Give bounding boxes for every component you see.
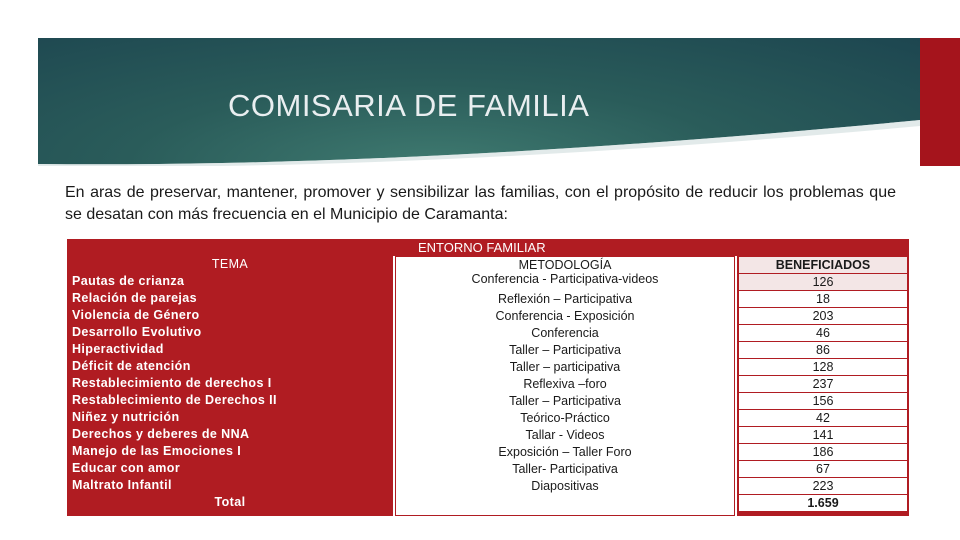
table-row-tema	[67, 392, 393, 409]
table-row-beneficiados: 42	[739, 410, 907, 426]
table-row-beneficiados: 18	[739, 291, 907, 307]
beneficiados-header: BENEFICIADOS	[739, 257, 907, 273]
table-row-metodologia-text: Taller – participativa	[509, 360, 621, 374]
group-header-label: ENTORNO FAMILIAR	[418, 240, 546, 255]
table-row-tema-text: Pautas de crianza	[72, 274, 185, 288]
table-row-beneficiados: 86	[739, 342, 907, 358]
table-row-tema-text: Déficit de atención	[72, 359, 191, 373]
table-row-tema-text: Hiperactividad	[72, 342, 164, 356]
table-row-metodologia-text: Taller – Participativa	[509, 343, 621, 357]
intro-paragraph: En aras de preservar, mantener, promover y sensibilizar las familias, con el propósito de reducir los problemas que se desatan con más frecuencia en el Municipio de Caramanta:	[65, 184, 896, 223]
table-row-metodologia-text: Taller – Participativa	[509, 394, 621, 408]
table-row-beneficiados: 67	[739, 461, 907, 477]
table-row-metodologia	[396, 271, 734, 288]
table-row-tema-text: Restablecimiento de Derechos II	[72, 393, 277, 407]
table-row-tema-text: Relación de parejas	[72, 291, 198, 305]
metodologia-column	[395, 256, 735, 516]
table-row-metodologia	[396, 308, 734, 325]
table-row-tema-text: Restablecimiento de derechos I	[72, 376, 272, 390]
beneficiados-column	[737, 256, 909, 516]
table-row-beneficiados: 203	[739, 308, 907, 324]
table-row-metodologia	[396, 427, 734, 444]
table-row-metodologia	[396, 410, 734, 427]
table-row-tema	[67, 341, 393, 358]
table-row-tema-text: Violencia de Género	[72, 308, 200, 322]
table-row-tema-text: Educar con amor	[72, 461, 181, 475]
table-row-tema	[67, 358, 393, 375]
tema-column	[67, 256, 393, 516]
table-row-beneficiados: 46	[739, 325, 907, 341]
table-row-tema	[67, 273, 393, 290]
table-row-beneficiados: 141	[739, 427, 907, 443]
table-row-beneficiados: 186	[739, 444, 907, 460]
table-row-tema-text: Desarrollo Evolutivo	[72, 325, 202, 339]
table-row-metodologia-text: Conferencia - Exposición	[495, 309, 635, 323]
table-row-tema	[67, 375, 393, 392]
table-row-metodologia-text: Reflexión – Participativa	[497, 292, 633, 306]
table-row-tema	[67, 460, 393, 477]
metodologia-header-text: METODOLOGÍA	[518, 258, 612, 272]
table-row-metodologia-text: Conferencia - Participativa-videos	[471, 272, 659, 286]
table-row-metodologia	[396, 478, 734, 495]
table-row-beneficiados: 126	[739, 274, 907, 290]
data-table	[67, 239, 909, 516]
table-row-beneficiados: 128	[739, 359, 907, 375]
table-row-metodologia-text: Diapositivas	[531, 479, 599, 493]
tema-header	[67, 256, 393, 273]
table-row-metodologia	[396, 342, 734, 359]
page-title: COMISARIA DE FAMILIA	[228, 88, 590, 123]
accent-strip	[920, 38, 960, 166]
table-row-beneficiados: 237	[739, 376, 907, 392]
table-row-metodologia	[396, 444, 734, 461]
table-row-metodologia	[396, 393, 734, 410]
table-row-metodologia-text: Exposición – Taller Foro	[498, 445, 632, 459]
table-row-tema-text: Manejo de las Emociones I	[72, 444, 242, 458]
table-row-tema-text: Derechos y deberes de NNA	[72, 427, 250, 441]
table-row-tema	[67, 409, 393, 426]
table-row-metodologia	[396, 291, 734, 308]
total-label-text: Total	[214, 495, 246, 509]
tema-header-text: TEMA	[211, 257, 249, 271]
table-row-tema	[67, 307, 393, 324]
table-row-tema	[67, 443, 393, 460]
table-row-beneficiados: 223	[739, 478, 907, 494]
table-row-tema	[67, 324, 393, 341]
total-value: 1.659	[739, 495, 907, 511]
table-row-metodologia-text: Conferencia	[531, 326, 599, 340]
table-row-metodologia	[396, 461, 734, 478]
table-row-metodologia-text: Teórico-Práctico	[520, 411, 610, 425]
table-row-metodologia	[396, 359, 734, 376]
table-row-tema	[67, 477, 393, 494]
table-row-metodologia	[396, 325, 734, 342]
table-row-tema	[67, 426, 393, 443]
total-label	[67, 494, 393, 511]
table-row-metodologia-text: Tallar - Videos	[525, 428, 605, 442]
table-row-tema-text: Niñez y nutrición	[72, 410, 180, 424]
table-row-metodologia	[396, 376, 734, 393]
table-group-header	[67, 239, 909, 256]
table-row-metodologia-text: Reflexiva –foro	[523, 377, 607, 391]
table-row-beneficiados: 156	[739, 393, 907, 409]
table-row-metodologia-text: Taller- Participativa	[512, 462, 618, 476]
table-row-tema-text: Maltrato Infantil	[72, 478, 172, 492]
table-row-tema	[67, 290, 393, 307]
